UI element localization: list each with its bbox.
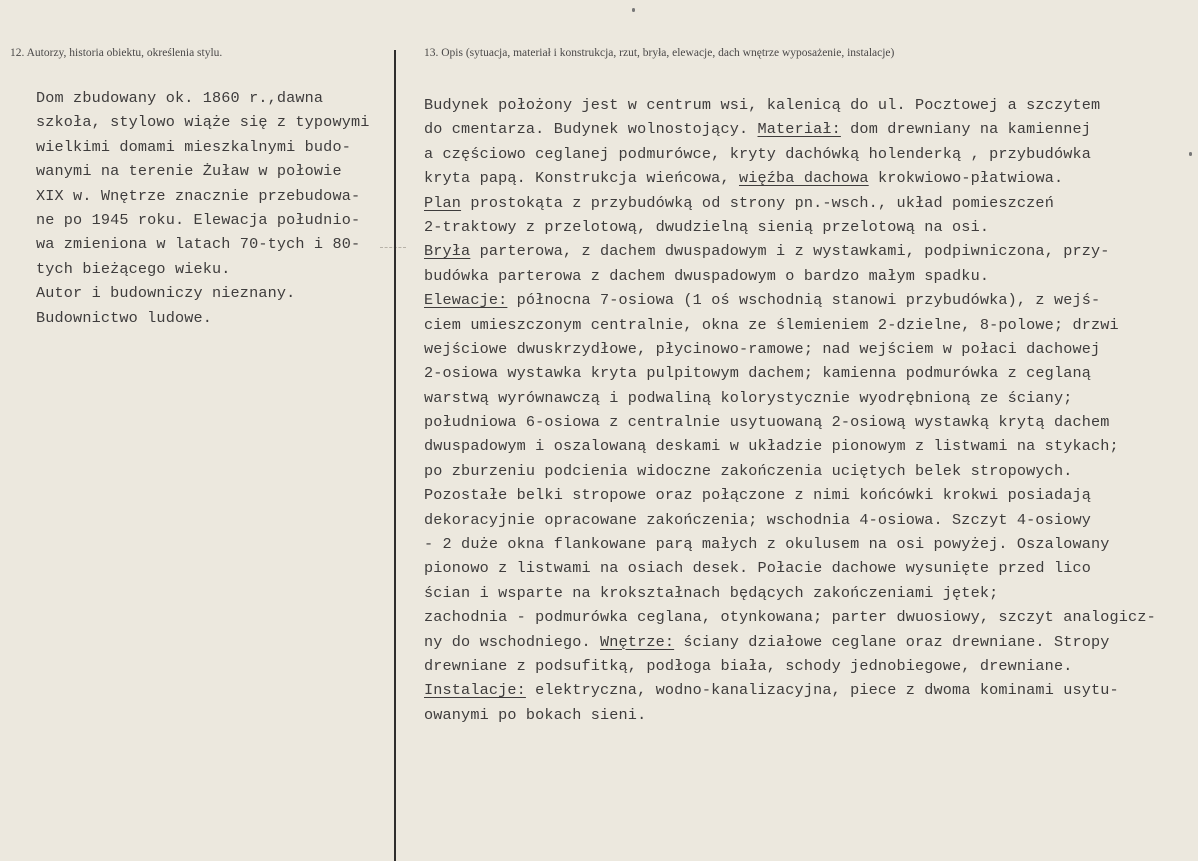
text-line [424, 532, 1194, 556]
text-line [424, 239, 1194, 263]
text-line [424, 654, 1194, 678]
text-line [424, 581, 1194, 605]
description-text [424, 93, 1194, 727]
text-line [424, 410, 1194, 434]
text-segment: kryta papą. Konstrukcja wieńcowa, [424, 169, 739, 188]
text-segment: krokwiowo-płatwiowa. [868, 169, 1064, 188]
text-line: wielkimi domami mieszkalnymi budo- [36, 137, 351, 156]
text-segment: ny do wschodniego. [424, 632, 601, 651]
text-line [424, 166, 1194, 190]
text-line [424, 313, 1194, 337]
text-segment: prostokąta z przybudówką od strony pn.-wsch., układ pomieszczeń [461, 193, 1054, 212]
text-segment: elektryczna, wodno-kanalizacyjna, piece z dwoma kominami usytu- [525, 681, 1119, 700]
text-line [424, 288, 1194, 312]
text-line [424, 361, 1194, 385]
text-segment: do cmentarza. Budynek wolnostojący. [424, 120, 758, 139]
text-segment: dom drewniany na kamiennej [840, 120, 1092, 139]
history-text [36, 86, 396, 330]
text-line: wa zmieniona w latach 70-tych i 80- [36, 235, 361, 254]
text-line: XIX w. Wnętrze znacznie przebudowa- [36, 186, 361, 205]
text-segment: po zburzeniu podcienia widoczne zakończenia uciętych belek stropowych. [424, 461, 1073, 480]
text-line [424, 434, 1194, 458]
left-section-header: 12. Autorzy, historia obiektu, określenia stylu. [10, 47, 223, 59]
text-line [424, 703, 1194, 727]
text-line [424, 93, 1194, 117]
underlined-heading: Materiał: [757, 120, 841, 139]
text-segment: ścian i wsparte na krokształnach będących zakończeniami jętek; [424, 583, 999, 602]
text-segment: wejściowe dwuskrzydłowe, płycinowo-ramowe; nad wejściem w połaci dachowej [424, 339, 1101, 358]
underlined-heading: Elewacje: [424, 291, 508, 310]
text-line: ne po 1945 roku. Elewacja południo- [36, 210, 361, 229]
text-segment: Pozostałe belki stropowe oraz połączone z nimi końcówki krokwi posiadają [424, 486, 1092, 505]
text-segment: północna 7-osiowa (1 oś wschodnią stanowi przybudówka), z wejś- [507, 291, 1101, 310]
text-line: wanymi na terenie Żuław w połowie [36, 162, 342, 181]
text-segment: drewniane z podsufitką, podłoga biała, schody jednobiegowe, drewniane. [424, 656, 1073, 675]
text-segment: pionowo z listwami na osiach desek. Połacie dachowe wysunięte przed lico [424, 559, 1092, 578]
text-line [424, 386, 1194, 410]
text-segment: owanymi po bokach sieni. [424, 705, 647, 724]
underlined-heading: Instalacje: [424, 681, 526, 700]
underlined-heading: Wnętrze: [600, 632, 675, 651]
text-segment: Budynek położony jest w centrum wsi, kalenicą do ul. Pocztowej a szczytem [424, 96, 1101, 114]
text-segment: budówka parterowa z dachem dwuspadowym o bardzo małym spadku. [424, 266, 990, 285]
text-line [424, 191, 1194, 215]
text-segment: - 2 duże okna flankowane parą małych z okulusem na osi powyżej. Oszalowany [424, 535, 1110, 554]
text-line [424, 117, 1194, 141]
text-line [424, 215, 1194, 239]
text-line [424, 508, 1194, 532]
text-line [424, 483, 1194, 507]
text-segment: 2-osiowa wystawka kryta pulpitowym dachem; kamienna podmurówka z ceglaną [424, 364, 1092, 383]
text-line [424, 678, 1194, 702]
text-line [424, 630, 1194, 654]
right-section-header: 13. Opis (sytuacja, materiał i konstrukcja, rzut, bryła, elewacje, dach wnętrze wyposażenie, instalacje) [424, 47, 895, 59]
text-segment: dwuspadowym i oszalowaną deskami w układzie pionowym z listwami na stykach; [424, 437, 1119, 456]
punch-mark [632, 8, 635, 12]
text-line: tych bieżącego wieku. [36, 259, 231, 278]
text-line: Dom zbudowany ok. 1860 r.,dawna [36, 89, 324, 107]
text-line: szkoła, stylowo wiąże się z typowymi [36, 113, 370, 132]
text-line [424, 459, 1194, 483]
text-line [424, 142, 1194, 166]
text-line [424, 337, 1194, 361]
text-segment: zachodnia - podmurówka ceglana, otynkowana; parter dwuosiowy, szczyt analogicz- [424, 608, 1156, 627]
underlined-heading: więźba dachowa [738, 169, 869, 188]
text-segment: dekoracyjnie opracowane zakończenia; wschodnia 4-osiowa. Szczyt 4-osiowy [424, 510, 1092, 529]
text-segment: warstwą wyrównawczą i podwaliną kolorystycznie wyodrębnioną ze ściany; [424, 388, 1073, 407]
text-segment: południowa 6-osiowa z centralnie usytuowaną 2-osiową wystawką krytą dachem [424, 413, 1110, 432]
underlined-heading: Bryła [424, 242, 471, 261]
text-segment: ciem umieszczonym centralnie, okna ze ślemieniem 2-dzielne, 8-polowe; drzwi [424, 315, 1119, 334]
text-line [424, 556, 1194, 580]
text-segment: 2-traktowy z przelotową, dwudzielną sienią przelotową na osi. [424, 217, 990, 236]
text-segment: a częściowo ceglanej podmurówce, kryty dachówką holenderką , przybudówka [424, 144, 1092, 163]
text-line: Budownictwo ludowe. [36, 308, 213, 327]
text-line: Autor i budowniczy nieznany. [36, 284, 296, 303]
underlined-heading: Plan [424, 193, 462, 212]
text-segment: ściany działowe ceglane oraz drewniane. Stropy [674, 632, 1110, 651]
text-line [424, 264, 1194, 288]
text-line [424, 605, 1194, 629]
text-segment: parterowa, z dachem dwuspadowym i z wystawkami, podpiwniczona, przy- [470, 242, 1110, 261]
